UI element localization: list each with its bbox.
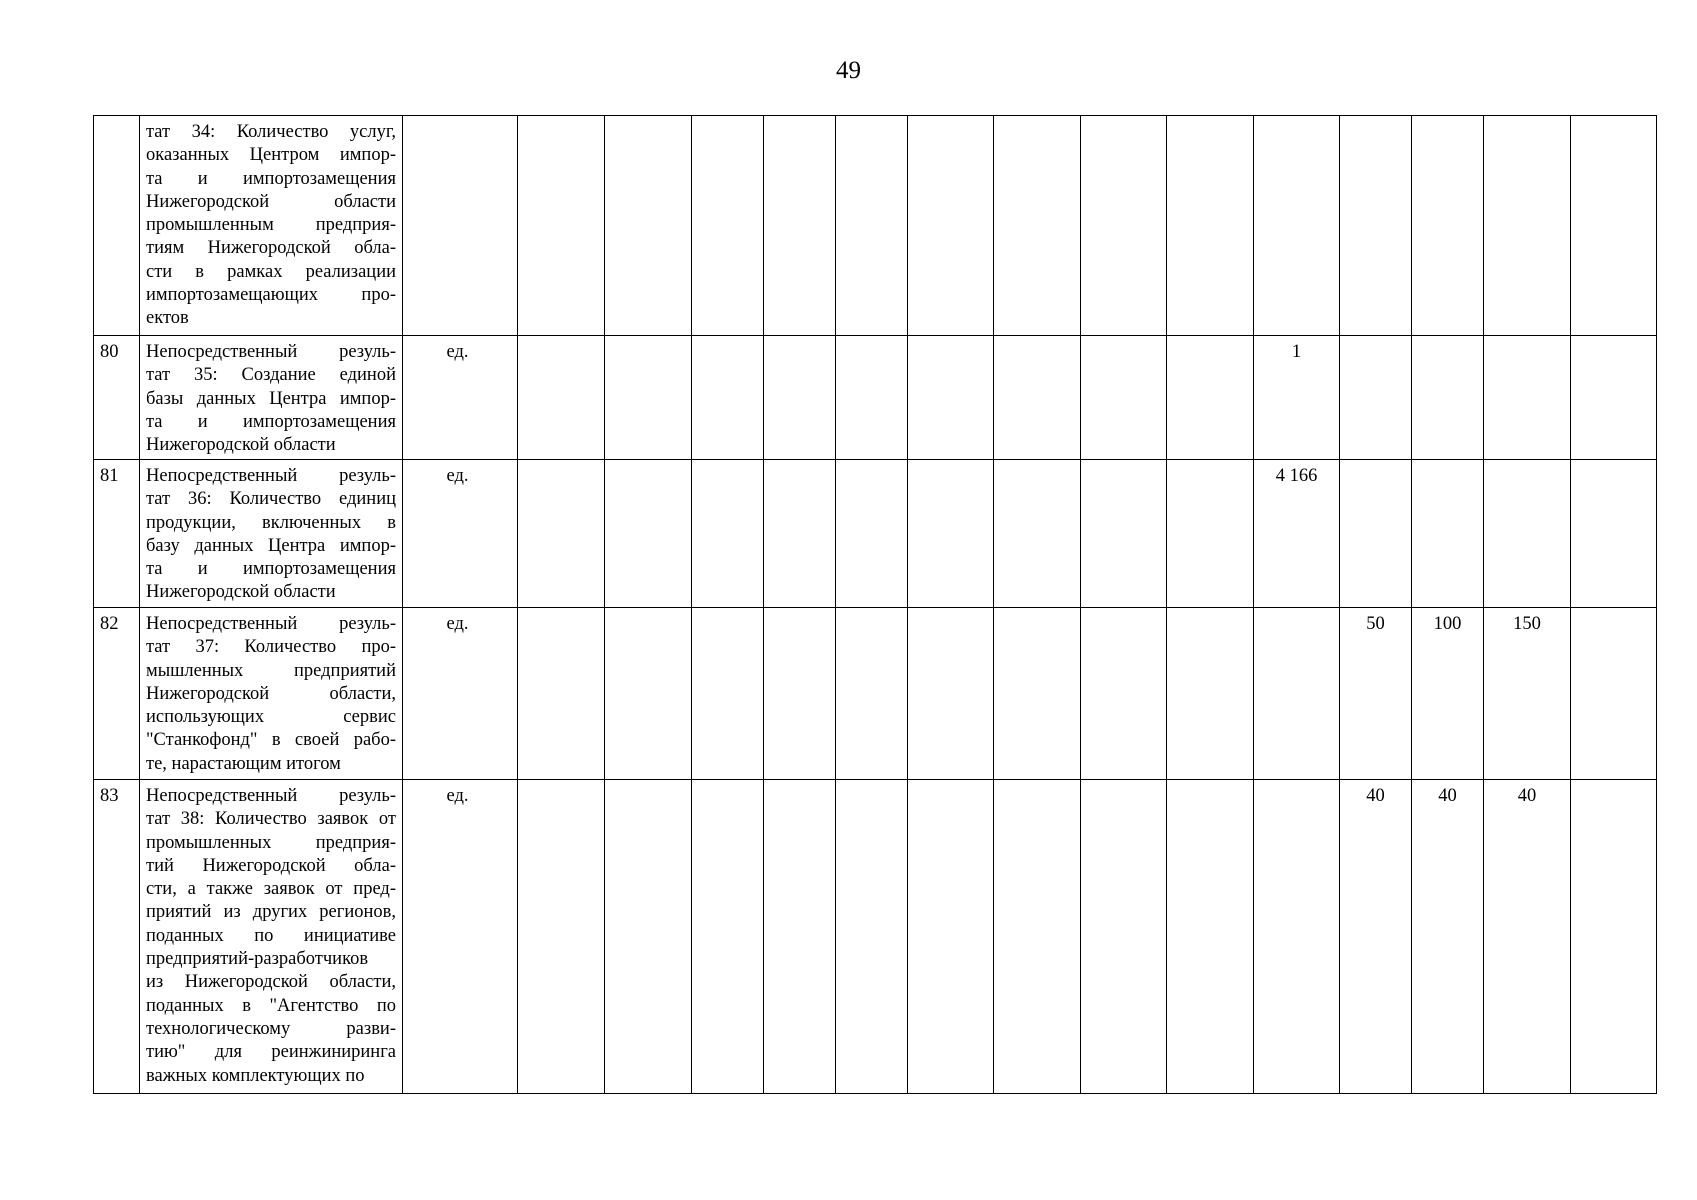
value-cell [1340,460,1412,608]
value-cell [605,336,692,460]
table-row [94,780,1657,1094]
description-line: Непосредственный резуль- [146,466,396,486]
description-line: технологическому разви- [146,1018,396,1039]
value-cell: 4 166 [1254,460,1340,608]
value-cell [764,116,836,336]
value-cell [836,116,908,336]
description-line: ектов [146,308,189,329]
value-cell [764,608,836,780]
value-cell [605,116,692,336]
unit-cell: ед. [403,608,518,780]
value-cell [908,460,994,608]
value-cell [1340,336,1412,460]
description-line: использующих сервис [146,707,396,728]
description-line: Нижегородской области [146,191,396,212]
description-line: тию" для реинжиниринга [146,1042,396,1063]
description-line: промышленным предприя- [146,215,396,236]
description-line: из Нижегородской области, [146,972,396,993]
description-line: тат 37: Количество про- [146,637,396,658]
value-cell [518,608,605,780]
value-cell [1081,336,1167,460]
value-cell [908,336,994,460]
value-cell [994,780,1081,1094]
indicator-description-cell [140,460,403,608]
value-cell [836,608,908,780]
value-cell [764,780,836,1094]
table-row [94,116,1657,336]
row-number-cell: 82 [94,608,140,780]
value-cell [605,780,692,1094]
value-cell [518,336,605,460]
description-line: Непосредственный резуль- [146,342,396,362]
description-line: тиям Нижегородской обла- [146,238,396,259]
value-cell [1571,780,1657,1094]
row-number-cell [94,116,140,336]
value-cell [908,780,994,1094]
value-cell [1254,608,1340,780]
indicator-description-cell [140,608,403,780]
value-cell [1254,780,1340,1094]
description-line: важных комплектующих по [146,1065,365,1086]
value-cell: 40 [1412,780,1484,1094]
value-cell [1571,608,1657,780]
unit-cell [403,116,518,336]
value-cell [764,336,836,460]
description-line: продукции, включенных в [146,512,396,533]
value-cell [1167,116,1254,336]
value-cell [605,460,692,608]
description-line: тат 38: Количество заявок от [146,809,396,830]
description-line: тат 34: Количество услуг, [146,122,396,142]
description-line: Нижегородской области [146,582,336,603]
description-line: базы данных Центра импор- [146,388,396,409]
value-cell [1081,780,1167,1094]
value-cell [1412,460,1484,608]
value-cell [1412,116,1484,336]
description-line: базу данных Центра импор- [146,535,396,556]
value-cell [994,460,1081,608]
row-number-cell: 81 [94,460,140,608]
table-row [94,460,1657,608]
table-row [94,336,1657,460]
description-line: поданных в "Агентство по [146,995,396,1016]
value-cell [692,460,764,608]
indicator-description-cell [140,116,403,336]
value-cell [1484,116,1571,336]
description-line: поданных по инициативе [146,925,396,946]
description-line: сти в рамках реализации [146,261,396,282]
value-cell [764,460,836,608]
value-cell [836,780,908,1094]
value-cell [1167,780,1254,1094]
value-cell [1167,460,1254,608]
description-line: тий Нижегородской обла- [146,855,396,876]
value-cell [518,780,605,1094]
indicator-description-cell [140,336,403,460]
description-line: Нижегородской области, [146,683,396,704]
value-cell [1571,336,1657,460]
value-cell [518,460,605,608]
value-cell [994,336,1081,460]
value-cell [605,608,692,780]
row-number-cell: 80 [94,336,140,460]
description-line: Непосредственный резуль- [146,786,396,806]
value-cell [692,608,764,780]
value-cell [908,608,994,780]
value-cell [1484,336,1571,460]
value-cell [1340,116,1412,336]
value-cell [1081,608,1167,780]
description-line: приятий из других регионов, [146,902,396,923]
description-line: оказанных Центром импор- [146,145,396,166]
value-cell [994,608,1081,780]
value-cell: 100 [1412,608,1484,780]
value-cell [836,336,908,460]
description-line: сти, а также заявок от пред- [146,879,396,900]
value-cell: 50 [1340,608,1412,780]
value-cell [836,460,908,608]
value-cell: 40 [1484,780,1571,1094]
value-cell [1254,116,1340,336]
value-cell [692,336,764,460]
description-line: импортозамещающих про- [146,285,396,306]
value-cell: 40 [1340,780,1412,1094]
value-cell [1167,336,1254,460]
row-number-cell: 83 [94,780,140,1094]
value-cell: 1 [1254,336,1340,460]
value-cell: 150 [1484,608,1571,780]
value-cell [1484,460,1571,608]
description-line: "Станкофонд" в своей рабо- [146,730,396,751]
value-cell [1167,608,1254,780]
unit-cell: ед. [403,780,518,1094]
description-line: промышленных предприя- [146,832,396,853]
value-cell [518,116,605,336]
value-cell [1081,460,1167,608]
value-cell [908,116,994,336]
description-line: Непосредственный резуль- [146,614,396,634]
description-line: тат 36: Количество единиц [146,489,396,510]
value-cell [1081,116,1167,336]
table-row [94,608,1657,780]
description-line: та и импортозамещения [146,411,396,432]
page-number: 49 [836,57,861,84]
description-line: те, нарастающим итогом [146,753,341,774]
unit-cell: ед. [403,460,518,608]
indicator-table [93,115,1657,1094]
description-line: предприятий-разработчиков [146,949,369,970]
value-cell [1571,116,1657,336]
value-cell [1571,460,1657,608]
value-cell [692,116,764,336]
value-cell [1412,336,1484,460]
description-line: Нижегородской области [146,435,336,456]
unit-cell: ед. [403,336,518,460]
description-line: мышленных предприятий [146,660,396,681]
description-line: та и импортозамещения [146,559,396,580]
indicator-description-cell [140,780,403,1094]
value-cell [994,116,1081,336]
description-line: тат 35: Создание единой [146,365,396,386]
description-line: та и импортозамещения [146,168,396,189]
value-cell [692,780,764,1094]
